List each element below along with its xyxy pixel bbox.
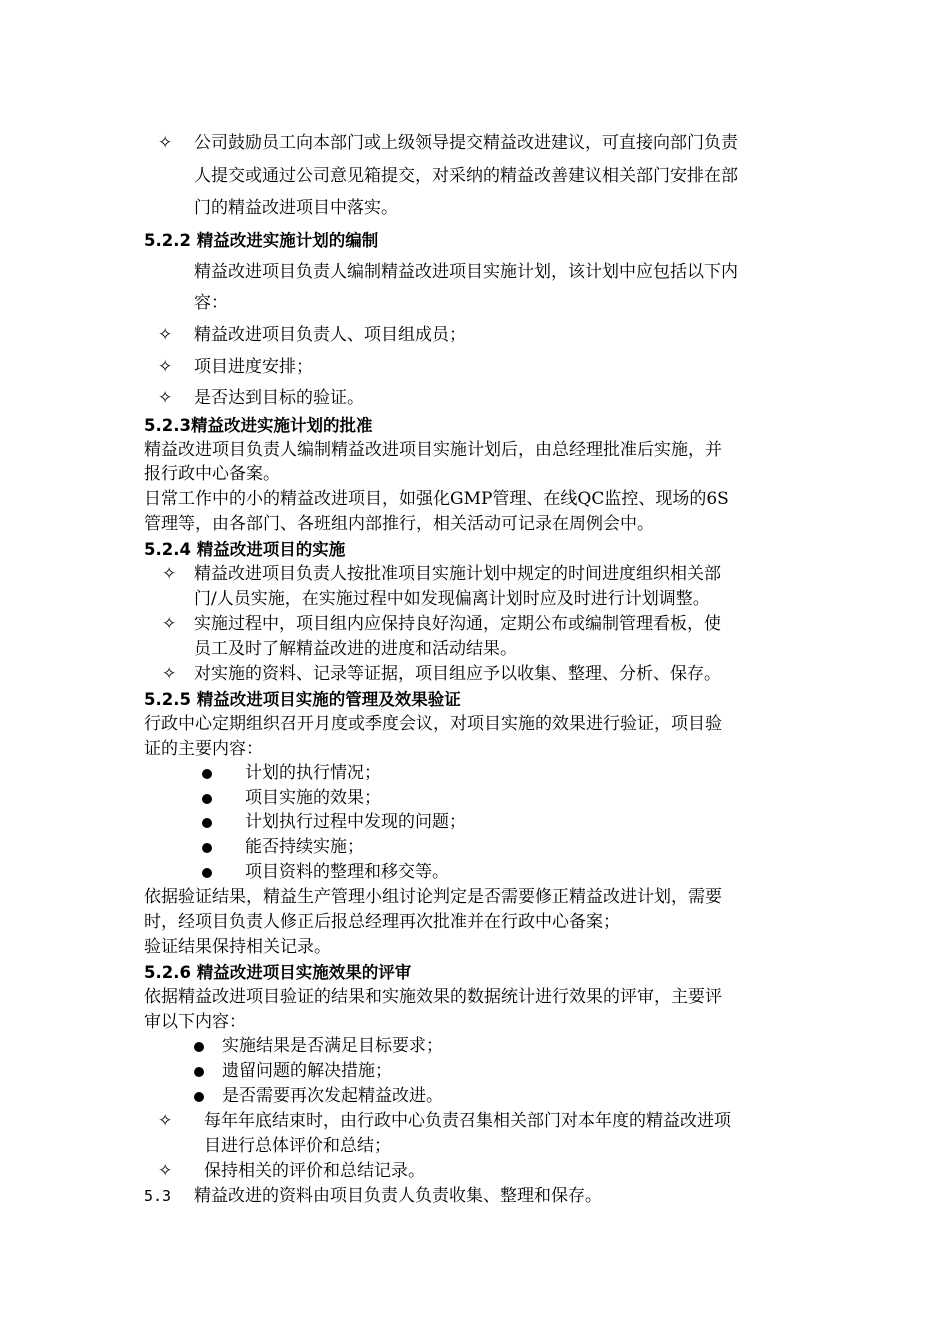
section-heading-5-2-5: 5.2.5 精益改进项目实施的管理及效果验证 bbox=[144, 690, 461, 709]
paragraph: 行政中心定期组织召开月度或季度会议，对项目实施的效果进行验证，项目验 bbox=[144, 714, 722, 734]
round-bullet-icon bbox=[194, 1092, 204, 1102]
paragraph: 时，经项目负责人修正后报总经理再次批准并在行政中心备案； bbox=[144, 912, 620, 932]
list-item: ✧ 实施过程中，项目组内应保持良好沟通，定期公布或编制管理看板，使 bbox=[0, 612, 950, 637]
round-bullet-icon bbox=[202, 794, 212, 804]
paragraph: 管理等，由各部门、各班组内部推行，相关活动可记录在周例会中。 bbox=[144, 514, 654, 534]
section-number: 5.3 bbox=[144, 1187, 172, 1205]
round-bullet-icon bbox=[202, 868, 212, 878]
list-item: 项目资料的整理和移交等。 bbox=[0, 860, 950, 885]
list-item: 是否需要再次发起精益改进。 bbox=[0, 1084, 950, 1109]
paragraph: 报行政中心备案。 bbox=[144, 464, 280, 484]
list-item-continuation: 门的精益改进项目中落实。 bbox=[194, 198, 398, 218]
diamond-bullet-icon: ✧ bbox=[162, 664, 177, 684]
list-item: ✧ 公司鼓励员工向本部门或上级领导提交精益改进建议，可直接向部门负责 bbox=[0, 131, 950, 156]
list-item: ✧ 保持相关的评价和总结记录。 bbox=[0, 1159, 950, 1184]
list-item-continuation: 门/人员实施，在实施过程中如发现偏离计划时应及时进行计划调整。 bbox=[194, 589, 710, 609]
paragraph: 验证结果保持相关记录。 bbox=[144, 937, 331, 957]
diamond-bullet-icon: ✧ bbox=[162, 564, 177, 584]
list-item-continuation: 目进行总体评价和总结； bbox=[204, 1136, 391, 1156]
diamond-bullet-icon: ✧ bbox=[158, 1161, 173, 1181]
paragraph: 依据精益改进项目验证的结果和实施效果的数据统计进行效果的评审，主要评 bbox=[144, 987, 722, 1007]
round-bullet-icon bbox=[194, 1042, 204, 1052]
diamond-bullet-icon: ✧ bbox=[158, 1111, 173, 1131]
section-heading-5-2-4: 5.2.4 精益改进项目的实施 bbox=[144, 540, 346, 559]
section-5-3 bbox=[0, 1184, 950, 1209]
list-item: ✧ 精益改进项目负责人按批准项目实施计划中规定的时间进度组织相关部 bbox=[0, 562, 950, 587]
diamond-bullet-icon: ✧ bbox=[158, 388, 173, 408]
round-bullet-icon bbox=[202, 818, 212, 828]
section-heading-5-2-3: 5.2.3精益改进实施计划的批准 bbox=[144, 416, 373, 435]
list-item: 遗留问题的解决措施； bbox=[0, 1059, 950, 1084]
list-item: 实施结果是否满足目标要求； bbox=[0, 1034, 950, 1059]
list-item: ✧ 对实施的资料、记录等证据，项目组应予以收集、整理、分析、保存。 bbox=[0, 662, 950, 687]
diamond-bullet-icon: ✧ bbox=[162, 614, 177, 634]
paragraph: 精益改进项目负责人编制精益改进项目实施计划后，由总经理批准后实施，并 bbox=[144, 440, 722, 460]
section-text: 精益改进的资料由项目负责人负责收集、整理和保存。 bbox=[194, 1186, 602, 1206]
list-item: ✧ 精益改进项目负责人、项目组成员； bbox=[0, 323, 950, 348]
paragraph: 容： bbox=[194, 293, 228, 313]
paragraph: 审以下内容： bbox=[144, 1012, 246, 1032]
list-item: ✧ 每年年底结束时，由行政中心负责召集相关部门对本年度的精益改进项 bbox=[0, 1109, 950, 1134]
round-bullet-icon bbox=[202, 843, 212, 853]
list-item: ✧ 项目进度安排； bbox=[0, 355, 950, 380]
paragraph: 证的主要内容： bbox=[144, 739, 263, 759]
round-bullet-icon bbox=[194, 1067, 204, 1077]
paragraph: 依据验证结果，精益生产管理小组讨论判定是否需要修正精益改进计划，需要 bbox=[144, 887, 722, 907]
list-item: 计划执行过程中发现的问题； bbox=[0, 810, 950, 835]
diamond-bullet-icon: ✧ bbox=[158, 133, 173, 153]
paragraph: 精益改进项目负责人编制精益改进项目实施计划，该计划中应包括以下内 bbox=[194, 262, 738, 282]
round-bullet-icon bbox=[202, 769, 212, 779]
list-item-continuation: 员工及时了解精益改进的进度和活动结果。 bbox=[194, 639, 517, 659]
section-heading-5-2-2: 5.2.2 精益改进实施计划的编制 bbox=[144, 231, 379, 250]
list-item: 计划的执行情况； bbox=[0, 761, 950, 786]
paragraph: 日常工作中的小的精益改进项目，如强化GMP管理、在线QC监控、现场的6S bbox=[144, 489, 729, 509]
section-heading-5-2-6: 5.2.6 精益改进项目实施效果的评审 bbox=[144, 963, 412, 982]
list-item-continuation: 人提交或通过公司意见箱提交，对采纳的精益改善建议相关部门安排在部 bbox=[194, 166, 738, 186]
list-item: 项目实施的效果； bbox=[0, 786, 950, 811]
list-item: ✧ 是否达到目标的验证。 bbox=[0, 386, 950, 411]
diamond-bullet-icon: ✧ bbox=[158, 325, 173, 345]
diamond-bullet-icon: ✧ bbox=[158, 357, 173, 377]
list-item: 能否持续实施； bbox=[0, 835, 950, 860]
